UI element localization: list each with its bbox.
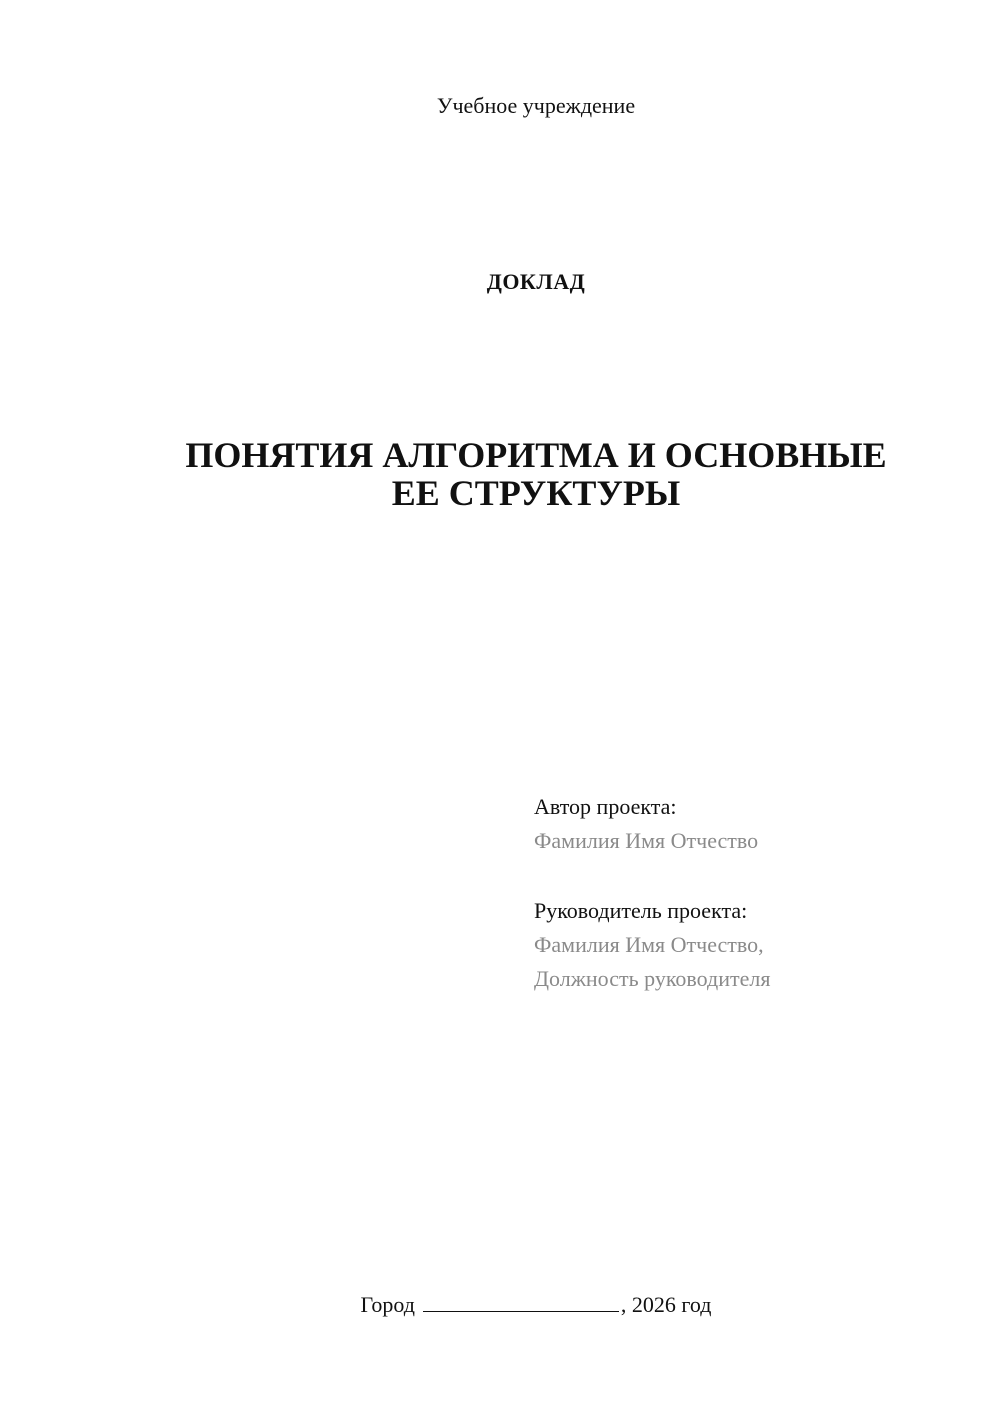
supervisor-label: Руководитель проекта:	[534, 898, 748, 923]
city-blank-line	[423, 1291, 619, 1312]
author-name-placeholder: Фамилия Имя Отчество	[534, 828, 759, 853]
footer-city-year	[0, 1290, 1000, 1320]
document-title-line-2: ЕЕ СТРУКТУРЫ	[391, 473, 681, 513]
project-people-block	[534, 790, 974, 996]
supervisor-group	[534, 894, 974, 996]
document-title	[0, 436, 1000, 512]
supervisor-name-placeholder: Фамилия Имя Отчество,	[534, 932, 764, 957]
author-label: Автор проекта:	[534, 794, 677, 819]
institution-name: Учебное учреждение	[436, 93, 636, 118]
supervisor-position-placeholder: Должность руководителя	[534, 966, 771, 991]
author-group	[534, 790, 974, 858]
year-text: , 2026 год	[620, 1292, 712, 1317]
document-type: ДОКЛАД	[486, 269, 586, 294]
document-title-line-1: ПОНЯТИЯ АЛГОРИТМА И ОСНОВНЫЕ	[185, 435, 887, 475]
city-label: Город	[360, 1292, 415, 1317]
